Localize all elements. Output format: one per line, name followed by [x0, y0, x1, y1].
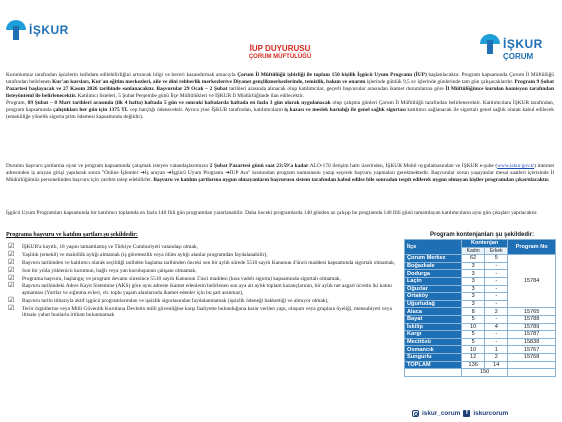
iskur-website-link[interactable]: www.iskur.gov.tr [497, 163, 535, 169]
text-bold: 2 Şubat Pazartesi günü saat 23:59'a kadar [209, 163, 309, 169]
table-total-row [405, 361, 556, 369]
program-no-cell: 15767 [508, 346, 556, 354]
checkbox-icon: ☑ [8, 281, 15, 290]
table-row [405, 323, 556, 331]
district-cell: Boğazkale [405, 262, 462, 270]
female-quota-cell: 5 [462, 315, 485, 323]
program-no-cell: 15838 [508, 338, 556, 346]
district-cell: Kargı [405, 331, 462, 339]
column-header-quota: Kontenjan [462, 240, 508, 248]
text: işlerinde günlük 9,5 av işlerinde günlerinde tam gün çalışacaklardır. [365, 79, 515, 85]
district-cell: Ortaköy [405, 293, 462, 301]
text: ALO-170 iletişim hattı üzerinden, İŞKUR Mobil uygulamasından ve İŞKUR e-şube ( [308, 163, 498, 169]
male-quota-cell: 2 [485, 353, 508, 361]
district-cell: Alaca [405, 308, 462, 316]
quota-table [404, 239, 556, 377]
male-quota-cell: - [485, 315, 508, 323]
checkbox-icon: ☑ [8, 242, 15, 250]
table-row [405, 338, 556, 346]
program-no-cell: 15787 [508, 331, 556, 339]
text-bold: Başvuru ve katılım şartlarına uygun olmayanların başvurusu sistem tarafından kabul edilse bile sonradan tespit edilerek uygun olmayan kişiler programdan çıkartılacaktır. [153, 177, 550, 183]
district-cell: Laçin [405, 277, 462, 285]
quota-table-title: Program kontenjanları şu şekildedir: [429, 232, 535, 238]
social-footer [412, 410, 508, 417]
checkbox-icon: ☑ [8, 273, 15, 282]
text: Katılımcı listeleri, 5 Şubat Perşembe günü İlçe Müftülükleri ve İŞKUR İl Müdürlüğünde ilan edilecektir. [76, 93, 304, 99]
text: Kurumumuz tarafından işsizlerin istihdam edilebilirliğini artıracak bilgi ve beceri kazandırmak amacıyla [6, 72, 238, 78]
column-header-female: Kadın [462, 247, 485, 255]
male-quota-cell: - [485, 285, 508, 293]
condition-item [8, 257, 400, 267]
text-bold: Program 9 Şubat Pazartesi başlayacak ve 27 Kasım 2026 tarihinde sonlanacaktır. Başvurular 29 Ocak – 2 Şubat [6, 79, 554, 92]
male-quota-cell: 1 [485, 346, 508, 354]
condition-text: Başvuru tarihinden ve katılımcı olarak seçildiği tarihden başlama tarihinden önceki son bir aylık sürede 5510 sayılı Kanunun 4'üncü maddesi kapsamında sigortalı olmamak, [22, 259, 396, 266]
iskur-corum-logo [480, 34, 543, 54]
logo-city-label: ÇORUM [503, 52, 534, 61]
paragraph-program-info [6, 72, 554, 121]
total-label-cell: TOPLAM [405, 361, 462, 369]
table-grand-total-row [405, 369, 556, 377]
condition-text: İŞKUR'a kayıtlı, 18 yaşını tamamlamış ve Türkiye Cumhuriyeti vatandaşı olmak, [22, 244, 198, 250]
condition-item [8, 283, 400, 296]
female-quota-cell: 3 [462, 293, 485, 301]
program-no-cell: 15768 [508, 353, 556, 361]
empty-cell [405, 369, 462, 377]
female-quota-cell: 3 [462, 270, 485, 278]
iskur-logo-icon [480, 34, 500, 54]
female-quota-cell: 10 [462, 346, 485, 354]
district-cell: Uğurludağ [405, 300, 462, 308]
text: İşgücü Uyum Programları kapsamında bir katılımcı toplamda en fazla 140 fiili gün programdan yararlanabilir. Daha önceki programlarda 140 günden az çalışıp bu programda 140 fiili günü tamamlayan katılımcıların aynı gün çıkışları yapılacaktır. [6, 210, 538, 216]
text: tarihleri arasında alınacak olup katılımcılar, geçerli başvurular arasından ikamet durumlarına göre [227, 86, 446, 92]
condition-text: Programa başvuru, başlangıç ve program devamı süresince 5510 sayılı Kanunun 5'inci maddesi (kısa vadeli sigorta) kapsamında sigortalı olmamak, [22, 275, 341, 282]
conditions-title: Programa başvuru ve katılım şartları şu şekildedir: [6, 232, 138, 238]
female-quota-cell: 10 [462, 323, 485, 331]
text: Durumu başvuru şartlarına uyan ve program kapsamında çalışmak isteyen vatandaşlarımızın [6, 163, 210, 169]
district-cell: Oğuzlar [405, 285, 462, 293]
district-cell: Bayat [405, 315, 462, 323]
checkbox-icon: ☑ [8, 265, 15, 274]
instagram-handle[interactable]: iskur_corum [422, 410, 461, 417]
district-cell: Sungurlu [405, 353, 462, 361]
text-bold: Kur'an kursları, Kur'an eğitim merkezleri, aile ve dini rehberlik merkezlerive Diyanet gençlikmerkezlerinde, temizlik, bakım ve onarım [52, 79, 366, 85]
column-header-district: İlçe [405, 240, 462, 255]
text: olup çalışma günleri Çorum İl Müftülüğü tarafından belirlenecektir. Katılımcılara İŞKUR tarafından, program kapsamında [6, 100, 554, 113]
column-header-program-no: Program No [508, 240, 556, 255]
condition-text: Başvuru tarihi itibarıyla aktif işgücü programlarından ve işsizlik sigortasından faydalanmamak (işsizlik ödeneği hakkettiği ve almıyor olmak), [22, 297, 329, 304]
condition-item [8, 295, 400, 305]
female-quota-cell: 8 [462, 308, 485, 316]
iskur-logo-text: İŞKUR [29, 23, 69, 37]
male-quota-cell: - [485, 300, 508, 308]
district-cell: Osmancık [405, 346, 462, 354]
male-quota-cell: 2 [485, 308, 508, 316]
male-quota-cell: - [485, 338, 508, 346]
iskur-logo-text: İŞKUR [503, 37, 543, 51]
text-bold: iş kazası ve meslek hastalığı ile genel sağlık sigortası [284, 107, 406, 113]
condition-item [8, 265, 400, 275]
text: ) internet adresinden iş arayan girişi yapılarak sonra "Online İşlemler ➔İş arayan ➔İşgücü Uyum Programı ➔İUP Ara" kısmından program numarasını yazıp seçerek başvuru yapmaları gerekmektedir. Başvurular sorun yaşayanlar mesai saatleri içerisinde İl Müdürlüğümüz personelinden başvuru için yardım talep edebilirler. [6, 163, 554, 183]
male-quota-cell: - [485, 262, 508, 270]
program-no-cell: 15765 [508, 308, 556, 316]
checkbox-icon: ☑ [8, 295, 15, 304]
table-row [405, 315, 556, 323]
paragraph-limit [6, 210, 554, 217]
condition-item [8, 273, 400, 283]
text-bold: çalıştıkları her gün için 1375 TL [53, 107, 129, 113]
condition-text: Terör örgütlerine veya Milli Güvenlik Kuruluna Devletin milli güvenliğine karşı faaliyette bulunduğuna karar verilen yapı, oluşum veya gruplara üyeliği, mensubiyeti veya iltisakı yahut bunlarla irtibatı bulunmamak [22, 305, 392, 319]
male-quota-cell: - [485, 293, 508, 301]
title-line-1: İUP DUYURUSU [249, 44, 311, 53]
male-quota-cell: - [485, 277, 508, 285]
table-row [405, 331, 556, 339]
district-cell: Dodurga [405, 270, 462, 278]
title-line-2: ÇORUM MÜFTÜLÜĞÜ [248, 54, 312, 60]
total-female-cell: 136 [462, 361, 485, 369]
empty-cell [508, 369, 556, 377]
table-row [405, 346, 556, 354]
female-quota-cell: 5 [462, 331, 485, 339]
checkbox-icon: ☑ [8, 249, 15, 258]
district-cell: Çorum Merkez [405, 255, 462, 263]
text: cep harçlığı ödenecektir. Ayrıca yine İŞKUR tarafından, katılımcıların [128, 107, 285, 113]
text-bold: 09 Şubat – 8 Mart tarihleri arasında (ilk 4 hafta) haftada 5 gün ve sonraki haftalarda haftada en fazla 3 gün olarak uygulanacak [27, 100, 331, 106]
checkbox-icon: ☑ [8, 257, 15, 266]
iskur-logo [6, 20, 69, 40]
instagram-icon [412, 410, 419, 417]
table-row [405, 353, 556, 361]
female-quota-cell: 5 [462, 338, 485, 346]
female-quota-cell: 12 [462, 353, 485, 361]
male-quota-cell: 4 [485, 323, 508, 331]
female-quota-cell: 3 [462, 277, 485, 285]
male-quota-cell: 5 [485, 255, 508, 263]
condition-item [8, 244, 400, 251]
condition-item [8, 249, 400, 259]
female-quota-cell: 3 [462, 285, 485, 293]
program-no-cell: 15789 [508, 323, 556, 331]
condition-text: Yaşlılık (emekli) ve malullük aylığı almamak (iş göremezlik veya ölüm aylığı alanlar programdan faydalanabilir), [22, 251, 268, 258]
district-cell: Mecitözü [405, 338, 462, 346]
condition-text: Başvuru tarihindeki Adres Kayıt Sistemine (AKS) göre aynı adreste ikamet edenlerin belirlenen son aya ait aylık toplam kazançlarının, bir aylık net asgari ücretin iki katını aşmaması (Yurtlar ve sığınma evleri, vb. toplu yaşam alanlarında ikamet edenler için bu şart aranmaz), [22, 283, 392, 297]
table-row [405, 308, 556, 316]
female-quota-cell: 3 [462, 300, 485, 308]
iskur-logo-icon [6, 20, 26, 40]
empty-cell [508, 361, 556, 369]
condition-text: Son bir yılda yükleniciı kurumun, bağlı veya yan kuruluşunun çalışanı olmamak, [22, 267, 197, 274]
text: başlatılacaktır. Program kapsamında Çorum İl Müftülüğü tarafından belirlenen [6, 72, 554, 85]
table-row [405, 255, 556, 263]
district-cell: İskilip [405, 323, 462, 331]
checkbox-icon: ☑ [8, 303, 15, 312]
male-quota-cell: - [485, 270, 508, 278]
condition-item [8, 303, 400, 319]
text-bold: Çorum İl Müftülüğü işbirliği ile toplam 150 kişilik İşgücü Uyum Programı (İUP) [237, 72, 427, 78]
male-quota-cell: - [485, 331, 508, 339]
text-bold: İl Müftülüğünce kurulan komisyon tarafından listeyönteml ile belirlenecektir. [6, 86, 554, 99]
column-header-male: Erkek [485, 247, 508, 255]
program-no-cell: 15784 [508, 255, 556, 308]
program-no-cell: 15788 [508, 315, 556, 323]
facebook-icon: f [463, 410, 470, 417]
text: katılımcı sağlanacak ile sigortalı genel sağlık olarak kabul edilecek (emekliliğe yönelik sigorta prim ödemesi kapsamında değildir). [6, 107, 554, 120]
facebook-handle[interactable]: iskurcorum [473, 410, 509, 417]
announcement-title [232, 44, 328, 61]
female-quota-cell: 62 [462, 255, 485, 263]
female-quota-cell: 3 [462, 262, 485, 270]
total-male-cell: 14 [485, 361, 508, 369]
paragraph-application [6, 163, 554, 184]
grand-total-cell: 150 [462, 369, 508, 377]
conditions-list [8, 244, 400, 320]
text: Program, [6, 100, 28, 106]
